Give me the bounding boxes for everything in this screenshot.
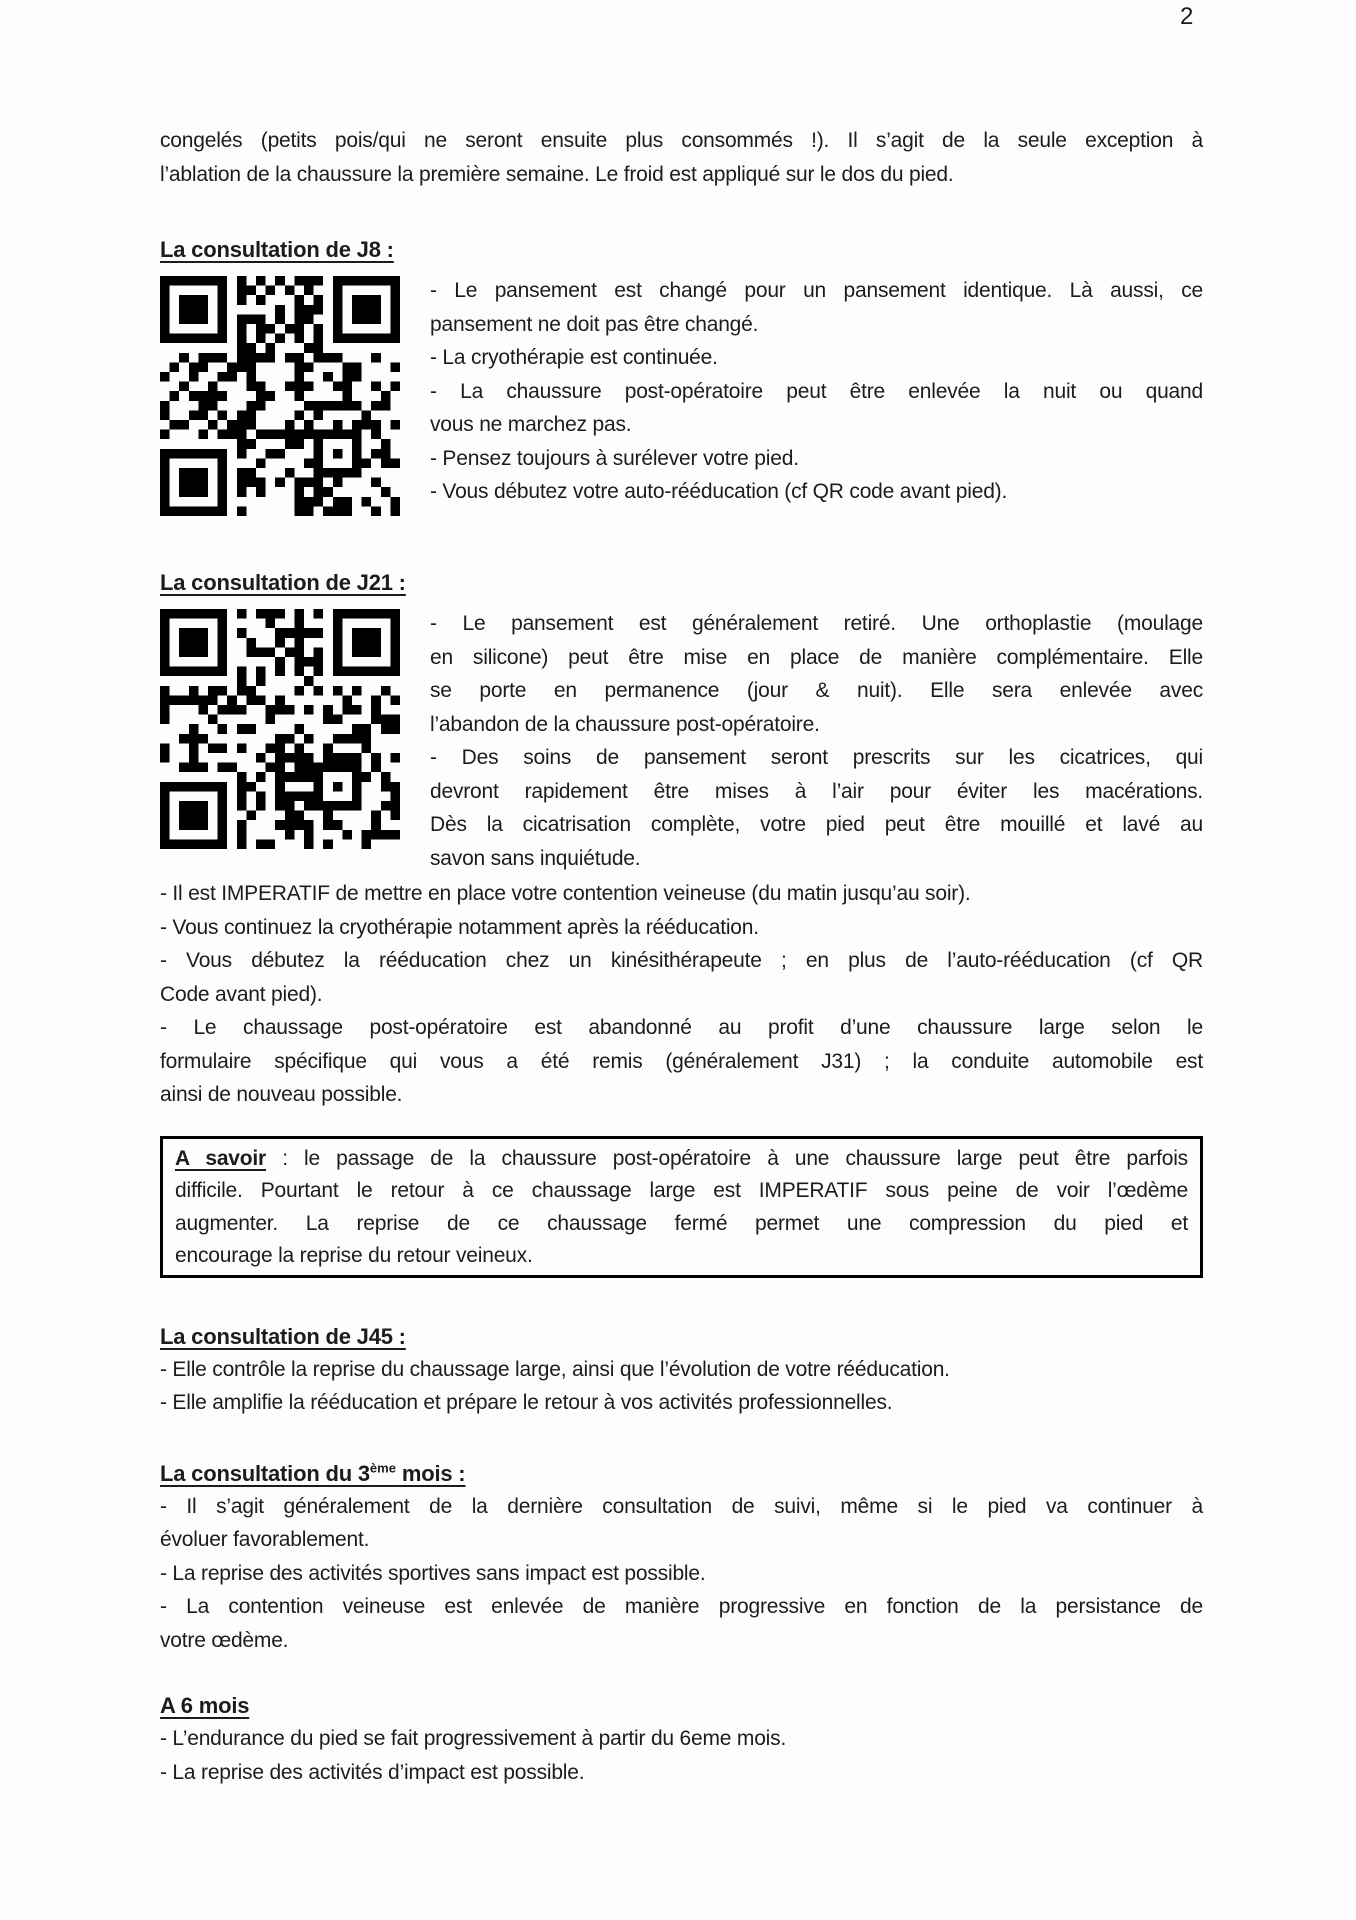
text-line: formulaire spécifique qui vous a été remis (généralement J31) ; la conduite automobile est [160, 1049, 1203, 1073]
j8-qr-row [160, 272, 1203, 522]
third-month-instructions [160, 1490, 1203, 1658]
note-box-body [175, 1175, 1188, 1273]
text-line: - La reprise des activités sportives sans impact est possible. [160, 1561, 706, 1585]
heading-3rd-month-superscript: ème [369, 1460, 396, 1476]
qr-code-j8 [160, 274, 400, 518]
text-line: - La reprise des activités d’impact est possible. [160, 1760, 585, 1784]
paragraph [160, 1722, 1203, 1756]
paragraph [160, 1557, 1203, 1591]
text-line: vous ne marchez pas. [430, 413, 632, 436]
note-box-line-text: : le passage de la chaussure post-opératoire à une chaussure large peut être parfois [266, 1146, 1188, 1170]
paragraph [430, 274, 1203, 341]
heading-consultation-3rd-month-text [160, 1461, 465, 1486]
text-line: - Il s’agit généralement de la dernière consultation de suivi, même si le pied va continuer à [160, 1494, 1203, 1518]
a-savoir-note-box [160, 1136, 1203, 1278]
paragraph [160, 1386, 1203, 1420]
paragraph [160, 1490, 1203, 1557]
text-line: - Vous continuez la cryothérapie notamment après la rééducation. [160, 915, 759, 939]
text-line: - Des soins de pansement seront prescrits sur les cicatrices, qui [430, 746, 1203, 769]
paragraph [430, 741, 1203, 875]
heading-consultation-j8 [160, 233, 1203, 266]
section-j45 [160, 1320, 1203, 1420]
paragraph [430, 607, 1203, 741]
paragraph [175, 1175, 1188, 1273]
j8-instructions [430, 272, 1203, 509]
document-body [160, 0, 1203, 1789]
text-line: - Pensez toujours à surélever votre pied. [430, 446, 799, 470]
text-line: augmenter. La reprise de ce chaussage fermé permet une compression du pied et [175, 1211, 1188, 1235]
text-line: pansement ne doit pas être changé. [430, 312, 759, 336]
note-box-line [175, 1143, 1188, 1176]
paragraph [430, 442, 1203, 476]
heading-3rd-month-suffix: mois : [395, 1460, 466, 1486]
qr-code-j21 [160, 607, 400, 851]
text-line: - Le chaussage post-opératoire est abandonné au profit d’une chaussure large selon le [160, 1016, 1203, 1039]
text-line: - Elle contrôle la reprise du chaussage large, ainsi que l’évolution de votre rééducation. [160, 1357, 950, 1381]
j21-instructions [430, 605, 1203, 875]
heading-six-months-text: A 6 mois [160, 1693, 250, 1719]
paragraph [160, 911, 1203, 945]
heading-consultation-j45-text: La consultation de J45 : [160, 1323, 406, 1349]
heading-consultation-3rd-month [160, 1452, 1203, 1490]
text-line: devront rapidement être mises à l’air pour éviter les macérations. [430, 779, 1203, 803]
text-line: congelés (petits pois/qui ne seront ensuite plus consommés !). Il s’agit de la seule exception à [160, 129, 1203, 152]
section-third-month [160, 1452, 1203, 1658]
text-line: - Il est IMPERATIF de mettre en place votre contention veineuse (du matin jusqu’au soir). [160, 882, 971, 905]
heading-consultation-j45 [160, 1320, 1203, 1353]
paragraph [160, 1011, 1203, 1112]
paragraph [160, 1353, 1203, 1387]
text-line: - La chaussure post-opératoire peut être enlevée la nuit ou quand [430, 379, 1203, 403]
six-months-instructions [160, 1722, 1203, 1789]
heading-consultation-j21-text: La consultation de J21 : [160, 570, 406, 595]
a-savoir-label: A savoir [175, 1146, 267, 1170]
text-line: - L’endurance du pied se fait progressivement à partir du 6eme mois. [160, 1727, 787, 1751]
text-line: difficile. Pourtant le retour à ce chaussage large est IMPERATIF sous peine de voir l’œdème [175, 1179, 1188, 1202]
paragraph [160, 1590, 1203, 1657]
j45-instructions [160, 1353, 1203, 1420]
text-line: Code avant pied). [160, 982, 323, 1006]
text-line: votre œdème. [160, 1628, 289, 1652]
page-number: 2 [1180, 3, 1194, 30]
j21-instructions-full-width [160, 877, 1203, 1112]
paragraph [160, 1756, 1203, 1790]
text-line: évoluer favorablement. [160, 1528, 370, 1552]
text-line: - La cryothérapie est continuée. [430, 346, 718, 369]
paragraph [160, 124, 1203, 191]
heading-six-months [160, 1689, 1203, 1722]
text-line: encourage la reprise du retour veineux. [175, 1244, 533, 1267]
section-j21 [160, 566, 1203, 1112]
text-line: Dès la cicatrisation complète, votre pied peut être mouillé et lavé au [430, 813, 1203, 836]
text-line: - Vous débutez la rééducation chez un kinésithérapeute ; en plus de l’auto-rééducation (cf QR [160, 949, 1203, 972]
text-line: - Elle amplifie la rééducation et prépare le retour à vos activités professionnelles. [160, 1391, 893, 1414]
text-line: l’ablation de la chaussure la première semaine. Le froid est appliqué sur le dos du pied. [160, 162, 954, 186]
section-six-months [160, 1689, 1203, 1789]
text-line: l’abandon de la chaussure post-opératoire. [430, 712, 820, 736]
paragraph [430, 341, 1203, 375]
intro-paragraph [160, 124, 1203, 191]
text-line: - Le pansement est généralement retiré. Une orthoplastie (moulage [430, 612, 1203, 635]
paragraph [160, 944, 1203, 1011]
text-line: - Le pansement est changé pour un pansement identique. Là aussi, ce [430, 279, 1203, 302]
j21-qr-row [160, 605, 1203, 877]
text-line: - La contention veineuse est enlevée de manière progressive en fonction de la persistance de [160, 1595, 1203, 1619]
text-line: - Vous débutez votre auto-rééducation (cf QR code avant pied). [430, 480, 1008, 503]
text-line: savon sans inquiétude. [430, 846, 641, 870]
text-line: se porte en permanence (jour & nuit). Elle sera enlevée avec [430, 679, 1203, 702]
heading-consultation-j8-text: La consultation de J8 : [160, 237, 394, 262]
text-line: en silicone) peut être mise en place de manière complémentaire. Elle [430, 645, 1203, 669]
paragraph [160, 877, 1203, 911]
heading-consultation-j21 [160, 566, 1203, 599]
section-j8 [160, 233, 1203, 522]
heading-3rd-month-prefix: La consultation du 3 [160, 1460, 370, 1486]
paragraph [430, 375, 1203, 442]
text-line: ainsi de nouveau possible. [160, 1083, 403, 1106]
paragraph [430, 475, 1203, 509]
